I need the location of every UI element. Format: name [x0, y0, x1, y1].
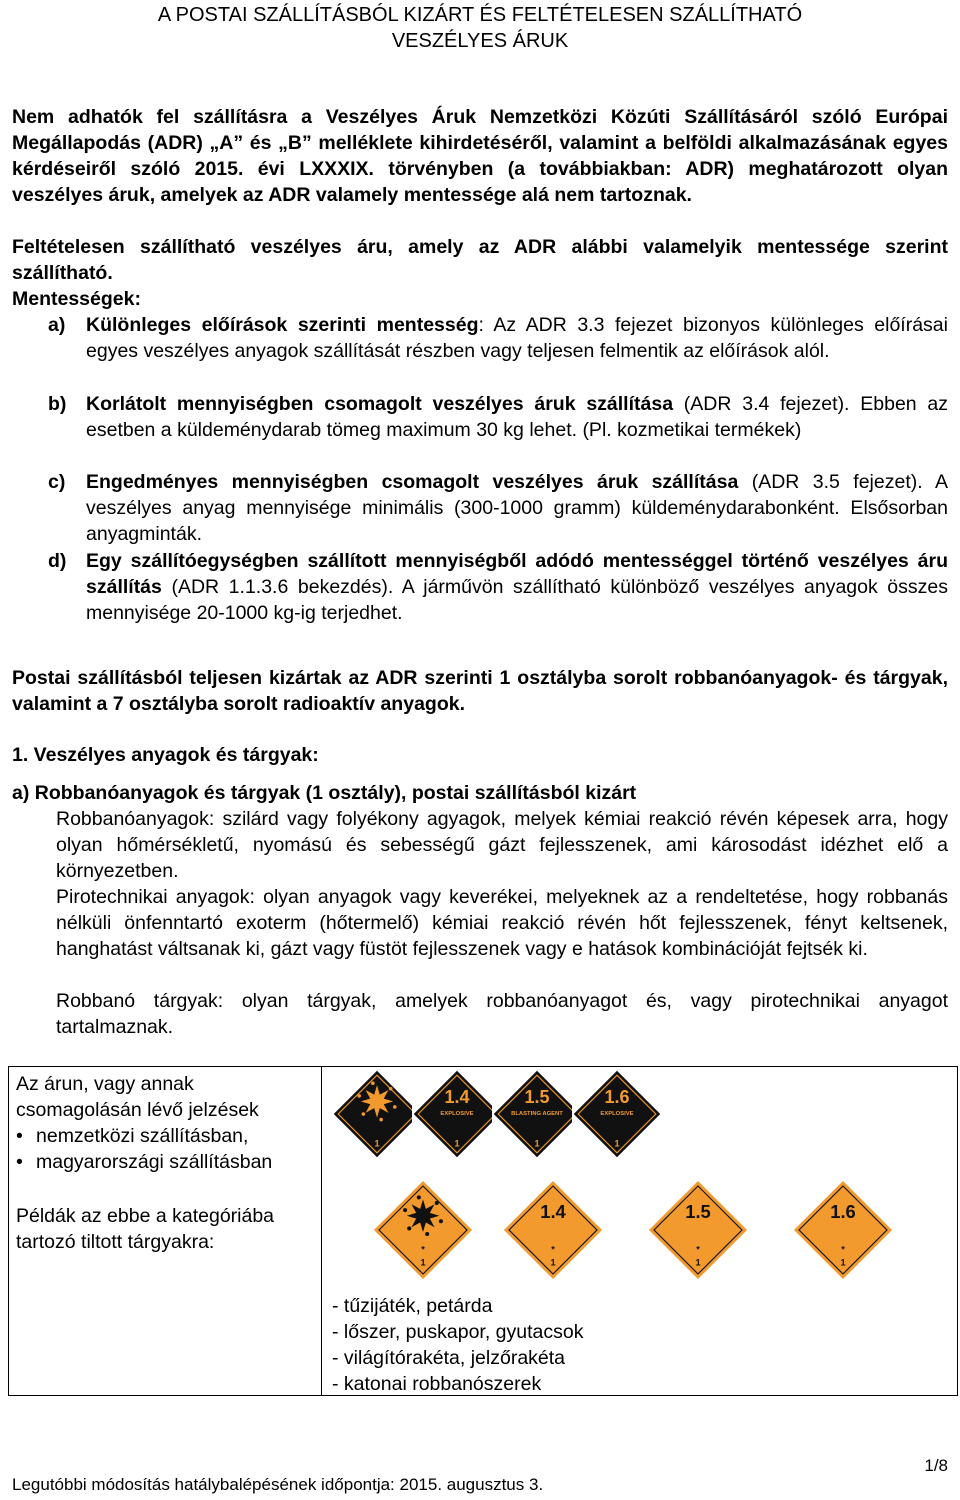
exemption-title: Különleges előírások szerinti mentesség	[86, 314, 479, 336]
labels-cell	[322, 1067, 958, 1396]
exemption-text: (ADR 3.5 fejezet). A veszélyes anyag mennyisége minimális (300-1000 gramm) küldeménydarabonként. Elsősorban anyagminták.	[86, 471, 948, 545]
exemption-text: (ADR 3.4 fejezet). Ebben az esetben a küldeménydarab tömeg maximum 30 kg lehet. (Pl. kozmetikai termékek)	[86, 393, 948, 441]
svg-text:1: 1	[614, 1138, 620, 1149]
black-hazard-label-0	[332, 1069, 422, 1159]
markings-list	[16, 1123, 316, 1175]
orange-hazard-label-1	[502, 1179, 604, 1281]
svg-text:1.6: 1.6	[830, 1200, 856, 1222]
exemption-text: : Az ADR 3.3 fejezet bizonyos különleges előírásai egyes veszélyes anyagok szállítását részben vagy teljesen felmentik az előírások alól.	[86, 314, 948, 362]
svg-text:1.6: 1.6	[604, 1087, 630, 1108]
orange-hazard-label-0	[372, 1179, 474, 1281]
svg-text:EXPLOSIVE: EXPLOSIVE	[440, 1110, 474, 1117]
page-title-line-2: VESZÉLYES ÁRUK	[391, 30, 569, 52]
svg-text:1: 1	[840, 1257, 846, 1268]
exemptions-heading: Mentességek:	[12, 288, 141, 310]
markings-table	[8, 1066, 958, 1396]
example-item: - lőszer, puskapor, gyutacsok	[332, 1321, 584, 1343]
markings-label: Az árun, vagy annak csomagolásán lévő jelzések	[16, 1073, 259, 1121]
markings-list-item: • nemzetközi szállításban,	[16, 1123, 316, 1149]
orange-hazard-label-2	[647, 1179, 749, 1281]
exemption-label: c)	[48, 471, 66, 493]
exemption-title: Egy szállítóegységben szállított mennyiségből adódó mentességgel történő veszélyes áru szállítás	[86, 550, 948, 598]
example-item: - tűzijáték, petárda	[332, 1295, 493, 1317]
svg-text:*: *	[841, 1244, 845, 1255]
orange-hazard-label-3	[792, 1179, 894, 1281]
svg-text:BLASTING AGENT: BLASTING AGENT	[511, 1110, 563, 1117]
markings-cell	[9, 1067, 322, 1396]
svg-text:1.5: 1.5	[524, 1087, 550, 1108]
hazard-labels	[322, 1067, 954, 1297]
svg-text:1: 1	[374, 1138, 380, 1149]
svg-text:*: *	[421, 1244, 425, 1255]
exemption-title: Korlátolt mennyiségben csomagolt veszélyes áruk szállítása	[86, 393, 674, 415]
examples-list	[332, 1293, 583, 1397]
modification-date: Legutóbbi módosítás hatálybalépésének időpontja: 2015. augusztus 3.	[12, 1475, 544, 1494]
section-1-heading: 1. Veszélyes anyagok és tárgyak:	[12, 744, 319, 766]
explosive-articles-definition: Robbanó tárgyak: olyan tárgyak, amelyek robbanóanyagot és, vagy pirotechnikai anyagot tartalmaznak.	[56, 990, 948, 1038]
markings-list-item: • magyarországi szállításban	[16, 1149, 316, 1175]
exemption-label: a)	[48, 314, 66, 336]
svg-text:*: *	[696, 1244, 700, 1255]
black-hazard-label-1	[412, 1069, 502, 1159]
exemption-item-a	[48, 312, 948, 364]
page-number: 1/8	[924, 1456, 948, 1475]
explosives-definition: Robbanóanyagok: szilárd vagy folyékony agyagok, melyek kémiai reakció révén képesek arra, hogy olyan hőmérsékletű, nyomású és sebességű gázt fejlesszenek, ami károsodást idézhet elő a környezetben.	[56, 808, 948, 882]
svg-text:1.5: 1.5	[685, 1200, 711, 1222]
excluded-note: Postai szállításból teljesen kizártak az ADR szerinti 1 osztályba sorolt robbanóanyagok- és tárgyak, valamint a 7 osztályba sorolt radioaktív anyagok.	[12, 667, 948, 715]
page-title	[0, 2, 960, 54]
exemption-item-c	[48, 469, 948, 547]
page-title-line-1: A POSTAI SZÁLLÍTÁSBÓL KIZÁRT ÉS FELTÉTELESEN SZÁLLÍTHATÓ	[157, 4, 803, 26]
example-item: - katonai robbanószerek	[332, 1373, 542, 1395]
example-item: - világítórakéta, jelzőrakéta	[332, 1347, 566, 1369]
svg-text:*: *	[551, 1244, 555, 1255]
section-1a-heading: a) Robbanóanyagok és tárgyak (1 osztály), postai szállításból kizárt	[12, 782, 637, 804]
svg-text:1: 1	[550, 1257, 556, 1268]
pyrotechnics-definition: Pirotechnikai anyagok: olyan anyagok vagy keverékei, melyeknek az a rendeltetése, hogy robbanás nélküli önfenntartó exoterm (hőtermelő) kémiai reakció révén hőt fejlesszenek, fényt keltsenek, hanghatást váltsanak ki, gázt vagy füstöt fejlesszenek vagy e hatások kombinációját fejtsék ki.	[56, 886, 948, 960]
exemption-item-b	[48, 391, 948, 443]
exemption-item-d	[48, 548, 948, 626]
svg-text:EXPLOSIVE: EXPLOSIVE	[600, 1110, 634, 1117]
exemption-label: b)	[48, 393, 67, 415]
svg-text:1: 1	[534, 1138, 540, 1149]
exemption-text: (ADR 1.1.3.6 bekezdés). A járművön szállítható különböző veszélyes anyagok összes mennyisége 20-1000 kg-ig terjedhet.	[86, 576, 948, 624]
svg-text:1.4: 1.4	[444, 1087, 470, 1108]
svg-text:1.4: 1.4	[540, 1200, 566, 1222]
black-hazard-label-3	[572, 1069, 662, 1159]
exemption-title: Engedményes mennyiségben csomagolt veszélyes áruk szállítása	[86, 471, 739, 493]
svg-text:1: 1	[454, 1138, 460, 1149]
intro-paragraph-1: Nem adhatók fel szállításra a Veszélyes Áruk Nemzetközi Közúti Szállításáról szóló Európai Megállapodás (ADR) „A” és „B” melléklete kihirdetéséről, valamint a belföldi alkalmazásának egyes kérdéseiről szóló 2015. évi LXXXIX. törvényben (a továbbiakban: ADR) meghatározott olyan veszélyes áruk, amelyek az ADR valamely mentessége alá nem tartoznak.	[12, 106, 948, 206]
examples-label: Példák az ebbe a kategóriába tartozó tiltott tárgyakra:	[16, 1205, 275, 1253]
black-hazard-label-2	[492, 1069, 582, 1159]
svg-text:1: 1	[695, 1257, 701, 1268]
exemption-label: d)	[48, 550, 67, 572]
svg-text:1: 1	[420, 1257, 426, 1268]
intro-paragraph-2: Feltételesen szállítható veszélyes áru, amely az ADR alábbi valamelyik mentessége szerint szállítható.	[12, 236, 948, 284]
